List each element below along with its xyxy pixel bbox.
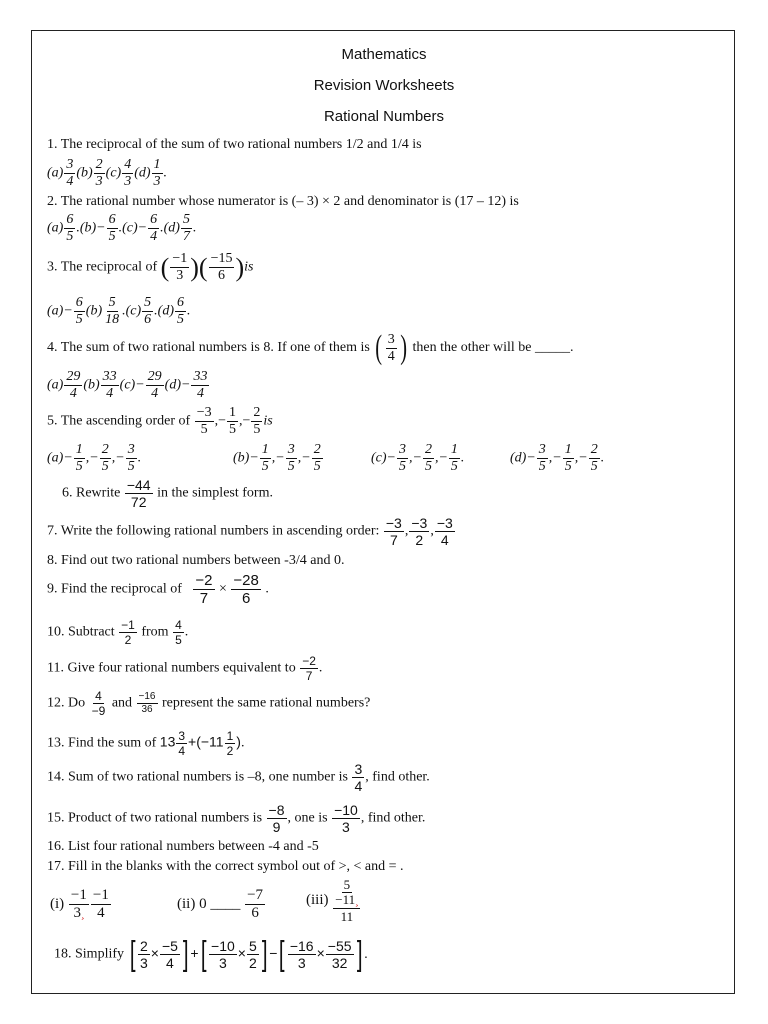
question-5-option-a: (a)− $\frac{1}{5}$ ,− $\frac{2}{5}$ ,− $\frac{3}{5}$ . <box>47 442 142 474</box>
question-4-text-b: then the other will be _____. <box>412 340 574 356</box>
question-18-text: 18. Simplify <box>54 946 125 962</box>
question-10-text-b: from <box>141 624 169 640</box>
question-16: 16. List four rational numbers between -4 and -5 <box>47 839 319 854</box>
question-12-text-a: 12. Do <box>47 695 86 711</box>
question-13-text: 13. Find the sum of <box>47 735 157 751</box>
question-1-options: (a) $\frac{3}{4}$ (b) $\frac{2}{3}$ (c) $\frac{4}{3}$ (d) $\frac{1}{3}$ . <box>47 157 168 189</box>
question-12-text-c: represent the same rational numbers? <box>162 695 371 711</box>
question-3-text: 3. The reciprocal of <box>47 259 158 275</box>
question-14-text-a: 14. Sum of two rational numbers is –8, one number is <box>47 769 348 785</box>
question-14-text-b: , find other. <box>365 769 430 785</box>
question-17: 17. Fill in the blanks with the correct symbol out of >, < and = . <box>47 859 404 874</box>
question-2-options: (a) $\frac{6}{5}$ .(b)− $\frac{6}{5}$ .(c)− $\frac{6}{4}$ .(d) $\frac{5}{7}$ . <box>47 212 197 244</box>
worksheet-title: Revision Worksheets <box>313 77 455 94</box>
question-15-text-b: , one is <box>287 810 328 826</box>
question-17-part-ii: (ii) 0 ____ $\frac{-7}{6}$ <box>177 887 264 921</box>
topic-heading: Rational Numbers <box>323 108 445 125</box>
question-5-is: is <box>263 413 273 429</box>
question-5-option-b: (b)− $\frac{1}{5}$ ,− $\frac{3}{5}$ ,− $\frac{2}{5}$ <box>233 442 321 474</box>
question-9-text: 9. Find the reciprocal of <box>47 581 182 597</box>
question-6-text-a: 6. Rewrite <box>62 485 121 501</box>
question-8: 8. Find out two rational numbers between -3/4 and 0. <box>47 553 345 568</box>
question-10-text-a: 10. Subtract <box>47 624 115 640</box>
question-11-text: 11. Give four rational numbers equivalent to <box>47 660 296 676</box>
question-6-text-b: in the simplest form. <box>157 485 273 501</box>
question-17-part-iii: (iii) 5 −11¸ 11 <box>306 877 359 924</box>
question-3-options: (a)− $\frac{6}{5}$ (b) $\frac{5}{18}$ .(c) $\frac{5}{6}$ .(d) $\frac{6}{5}$ . <box>47 295 191 327</box>
question-3-is: is <box>244 259 254 275</box>
question-18: 18. Simplify [ $\frac{2}{3}$ × $\frac{-5}{4}$ ] +[ $\frac{-10}{3}$ × $\frac{5}{2}$ ] −[ $\frac{-16}{3}$ × $\frac{-55}{32}$ ] . <box>54 935 368 973</box>
question-15-text-a: 15. Product of two rational numbers is <box>47 810 263 826</box>
question-6: 6. Rewrite $\frac{-44}{72}$ in the simplest form. <box>62 477 273 510</box>
subject-heading: Mathematics <box>341 46 427 63</box>
question-9: 9. Find the reciprocal of $\frac{-2}{7}$ × $\frac{-28}{6}$ . <box>47 572 269 607</box>
question-7: 7. Write the following rational numbers in ascending order: $\frac{-3}{7}$ , $\frac{-3}{2}$ , $\frac{-3}{4}$ <box>47 515 453 548</box>
question-5-option-d: (d)− $\frac{3}{5}$ ,− $\frac{1}{5}$ ,− $\frac{2}{5}$ . <box>510 442 605 474</box>
question-13: 13. Find the sum of 13 $\frac{3}{4}$ +(−11 $\frac{1}{2}$ ). <box>47 729 245 758</box>
question-1: 1. The reciprocal of the sum of two rational numbers 1/2 and 1/4 is <box>47 137 422 152</box>
question-5: 5. The ascending order of $\frac{-3}{5}$ ,− $\frac{1}{5}$ ,− $\frac{2}{5}$ is <box>47 405 273 437</box>
question-12: 12. Do $\frac{4}{-9}$ and $\frac{-16}{36}$ represent the same rational numbers? <box>47 689 371 718</box>
question-17-part-i: (i) $\frac{-1}{3¸}$ $\frac{-1}{4}$ <box>50 887 109 921</box>
question-15: 15. Product of two rational numbers is $\frac{-8}{9}$ , one is $\frac{-10}{3}$ , find other. <box>47 802 426 835</box>
question-10: 10. Subtract $\frac{-1}{2}$ from $\frac{4}{5}$ . <box>47 618 189 647</box>
question-15-text-c: , find other. <box>360 810 426 826</box>
question-4: 4. The sum of two rational numbers is 8. If one of them is ( $\frac{3}{4}$ ) then the other will be _____. <box>47 329 574 366</box>
question-3: 3. The reciprocal of ( $\frac{-1}{3}$ )( $\frac{-15}{6}$ )is <box>47 251 254 283</box>
question-7-text: 7. Write the following rational numbers in ascending order: <box>47 523 380 539</box>
question-12-text-b: and <box>111 695 133 711</box>
question-5-option-c: (c)− $\frac{3}{5}$ ,− $\frac{2}{5}$ ,− $\frac{1}{5}$ . <box>371 442 465 474</box>
question-5-text: 5. The ascending order of <box>47 413 191 429</box>
question-11: 11. Give four rational numbers equivalent to $\frac{-2}{7}$ . <box>47 654 323 683</box>
question-2: 2. The rational number whose numerator is (– 3) × 2 and denominator is (17 – 12) is <box>47 194 519 209</box>
question-14: 14. Sum of two rational numbers is –8, one number is $\frac{3}{4}$ , find other. <box>47 761 430 794</box>
question-4-options: (a) $\frac{29}{4}$ (b) $\frac{33}{4}$ (c)− $\frac{29}{4}$ (d)− $\frac{33}{4}$ <box>47 369 208 401</box>
question-4-text-a: 4. The sum of two rational numbers is 8. If one of them is <box>47 340 370 356</box>
